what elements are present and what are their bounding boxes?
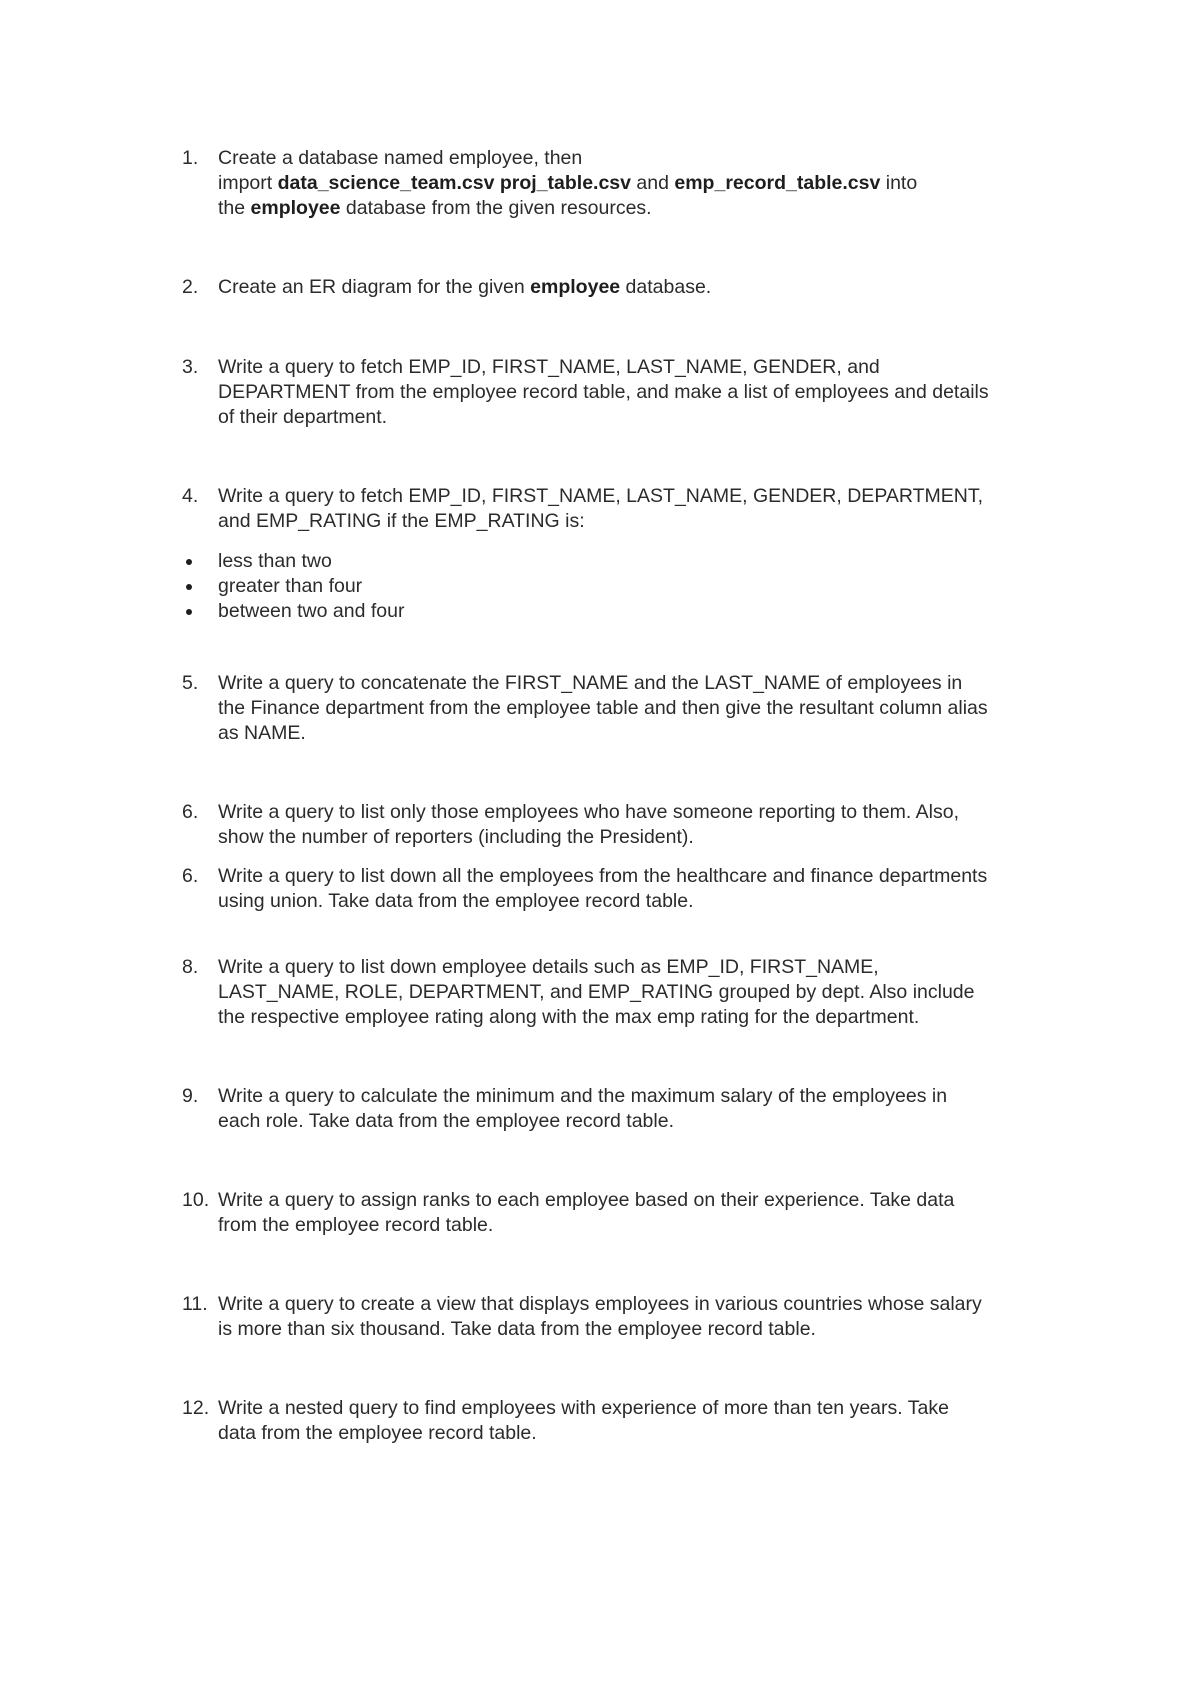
bullet-text: less than two bbox=[218, 550, 332, 572]
item-text-line bbox=[218, 196, 1082, 221]
database-name: employee bbox=[530, 276, 621, 298]
item-text-line: and EMP_RATING if the EMP_RATING is: bbox=[218, 510, 585, 532]
bullet-icon bbox=[186, 609, 192, 615]
item-number: 5. bbox=[182, 672, 199, 694]
list-item bbox=[182, 484, 1082, 624]
item-number: 10. bbox=[182, 1189, 210, 1211]
bullet-text: greater than four bbox=[218, 575, 363, 597]
item-text-line: using union. Take data from the employee record table. bbox=[218, 890, 694, 912]
item-text-line: Write a query to list only those employees who have someone reporting to them. Also, bbox=[218, 801, 960, 823]
item-text-line: Write a query to list down employee details such as EMP_ID, FIRST_NAME, bbox=[218, 956, 879, 978]
bullet-item bbox=[182, 549, 1082, 574]
item-number: 1. bbox=[182, 147, 199, 169]
item-text-line: Create a database named employee, then bbox=[218, 147, 583, 169]
text-run: import bbox=[218, 172, 278, 194]
item-number: 12. bbox=[182, 1397, 210, 1419]
list-item bbox=[182, 864, 1082, 914]
item-text-line: DEPARTMENT from the employee record table, and make a list of employees and details bbox=[218, 381, 989, 403]
item-text-line: Write a query to fetch EMP_ID, FIRST_NAME, LAST_NAME, GENDER, and bbox=[218, 356, 880, 378]
item-text-line: Write a query to assign ranks to each employee based on their experience. Take data bbox=[218, 1189, 955, 1211]
item-text-line: the Finance department from the employee table and then give the resultant column alias bbox=[218, 697, 988, 719]
text-run: database from the given resources. bbox=[340, 197, 652, 219]
bullet-item bbox=[182, 599, 1082, 624]
text-run: and bbox=[631, 172, 675, 194]
item-number: 3. bbox=[182, 356, 199, 378]
item-text-line: from the employee record table. bbox=[218, 1214, 494, 1236]
item-text-line: Write a query to list down all the employees from the healthcare and finance departments bbox=[218, 865, 988, 887]
text-run: the bbox=[218, 197, 251, 219]
list-item bbox=[182, 1084, 1082, 1134]
item-number: 2. bbox=[182, 276, 199, 298]
item-text-line bbox=[218, 171, 1082, 196]
item-number: 4. bbox=[182, 485, 199, 507]
bullet-text: between two and four bbox=[218, 600, 405, 622]
item-number: 11. bbox=[182, 1293, 208, 1315]
text-run: into bbox=[880, 172, 918, 194]
item-text-line: Write a nested query to find employees with experience of more than ten years. Take bbox=[218, 1397, 949, 1419]
item-text-line: Write a query to calculate the minimum and the maximum salary of the employees in bbox=[218, 1085, 948, 1107]
list-item bbox=[182, 1292, 1082, 1342]
item-text-line: Write a query to create a view that displays employees in various countries whose salary bbox=[218, 1293, 982, 1315]
text-run: database. bbox=[620, 276, 712, 298]
list-item bbox=[182, 275, 1082, 300]
bullet-list bbox=[182, 549, 1082, 624]
file-name: emp_record_table.csv bbox=[674, 172, 881, 194]
item-text-line: data from the employee record table. bbox=[218, 1422, 537, 1444]
item-text-line: the respective employee rating along with the max emp rating for the department. bbox=[218, 1006, 920, 1028]
bullet-icon bbox=[186, 584, 192, 590]
item-text-line: Write a query to concatenate the FIRST_NAME and the LAST_NAME of employees in bbox=[218, 672, 963, 694]
item-number: 9. bbox=[182, 1085, 199, 1107]
list-item bbox=[182, 800, 1082, 850]
file-name: proj_table.csv bbox=[499, 172, 631, 194]
item-number: 6. bbox=[182, 865, 199, 887]
item-text-line: each role. Take data from the employee record table. bbox=[218, 1110, 674, 1132]
database-name: employee bbox=[250, 197, 341, 219]
item-number: 8. bbox=[182, 956, 199, 978]
item-text-line: is more than six thousand. Take data from the employee record table. bbox=[218, 1318, 816, 1340]
item-text-line: Write a query to fetch EMP_ID, FIRST_NAME, LAST_NAME, GENDER, DEPARTMENT, bbox=[218, 485, 984, 507]
text-run: Create an ER diagram for the given bbox=[218, 276, 531, 298]
list-item bbox=[182, 1188, 1082, 1238]
list-item bbox=[182, 355, 1082, 430]
list-item bbox=[182, 1396, 1082, 1446]
file-name: data_science_team.csv bbox=[277, 172, 495, 194]
item-text-line: show the number of reporters (including the President). bbox=[218, 826, 694, 848]
item-text-line: of their department. bbox=[218, 406, 388, 428]
item-text-line: LAST_NAME, ROLE, DEPARTMENT, and EMP_RATING grouped by dept. Also include bbox=[218, 981, 975, 1003]
bullet-icon bbox=[186, 559, 192, 565]
item-number: 6. bbox=[182, 801, 199, 823]
bullet-item bbox=[182, 574, 1082, 599]
list-item bbox=[182, 955, 1082, 1030]
list-item bbox=[182, 146, 1082, 221]
list-item bbox=[182, 671, 1082, 746]
item-text-line: as NAME. bbox=[218, 722, 306, 744]
item-text-line bbox=[218, 275, 1082, 300]
